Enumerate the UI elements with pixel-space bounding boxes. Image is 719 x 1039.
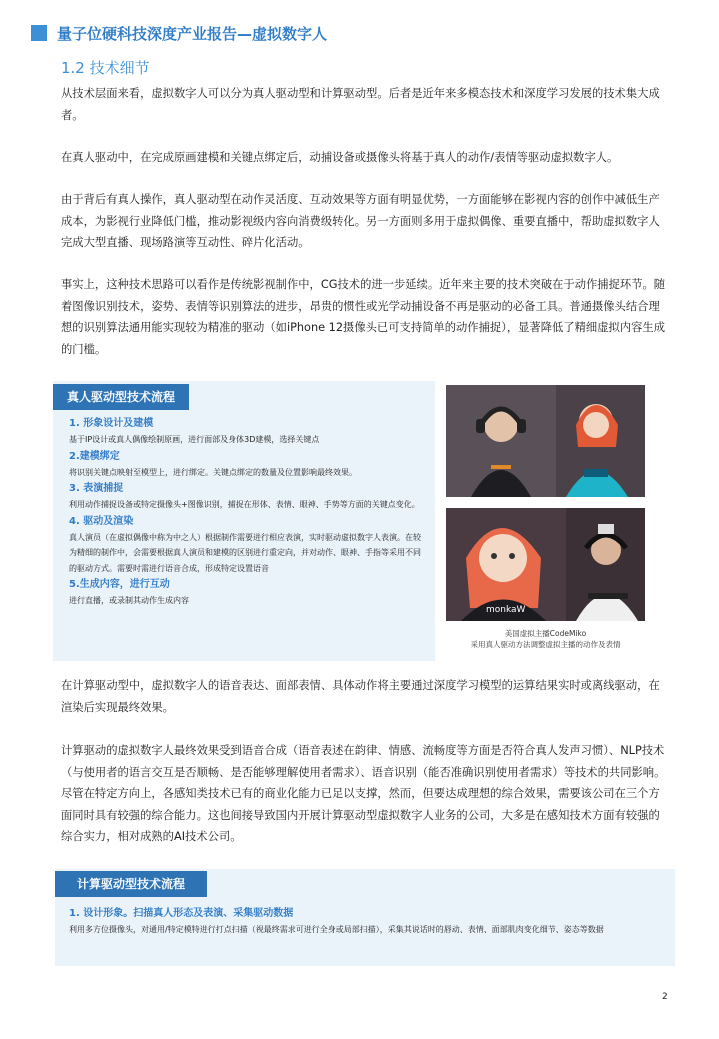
step-item — [69, 415, 425, 448]
step-item — [69, 576, 425, 609]
photo-caption — [446, 628, 645, 650]
step-text: 真人演员（在虚拟偶像中称为中之人）根据制作需要进行相应表演，实时驱动虚拟数字人表演。在较为精细的制作中，会需要根据真人演员和建模的区别进行重定向，并对动作、眼神、手指等采用不同的驱动方式。需要时需进行语音合成，形成特定设置语音 — [69, 532, 421, 573]
step-text: 利用动作捕捉设备或特定摄像头+图像识别，捕捉在形体、表情、眼神、手势等方面的关键点变化。 — [69, 500, 420, 509]
header-square-icon — [31, 25, 47, 41]
shirt-text: monkaW — [486, 605, 526, 615]
step-title: 4. 驱动及渲染 — [69, 515, 134, 527]
step-item — [69, 905, 663, 938]
step-item — [69, 513, 425, 577]
real-driven-steps — [69, 415, 425, 609]
paragraph-real-driven-advantage: 由于背后有真人操作，真人驱动型在动作灵活度、互动效果等方面有明显优势，一方面能够在影视内容的创作中减低生产成本，为影视行业降低门槛，推动影视级内容向消费级转化。另一方面则多用于虚拟偶像、重要直播中，帮助虚拟数字人完成大型直播、现场路演等互动性、碎片化活动。 — [61, 193, 660, 249]
compute-driven-box-label: 计算驱动型技术流程 — [55, 871, 207, 897]
paragraph-intro: 从技术层面来看，虚拟数字人可以分为真人驱动型和计算驱动型。后者是近年来多模态技术和深度学习发展的技术集大成者。 — [61, 87, 660, 122]
caption-line-2: 采用真人驱动方法调整虚拟主播的动作及表情 — [470, 640, 621, 649]
photo-codemiko-top — [446, 385, 645, 497]
photo-bottom-illustration — [446, 508, 645, 621]
step-text: 进行直播，或录制其动作生成内容 — [69, 596, 189, 605]
step-text: 基于IP设计或真人偶像绘制原画，进行面部及身体3D建模，选择关键点 — [69, 435, 320, 444]
step-title: 1. 设计形象。扫描真人形态及表演、采集驱动数据 — [69, 908, 294, 919]
step-item — [69, 448, 425, 481]
compute-driven-process-box — [55, 869, 675, 966]
step-title: 1. 形象设计及建模 — [69, 418, 154, 429]
paragraph-real-driven: 在真人驱动中，在完成原画建模和关键点绑定后，动捕设备或摄像头将基于真人的动作/表情等驱动虚拟数字人。 — [61, 151, 619, 164]
paragraph-compute-factors: 计算驱动的虚拟数字人最终效果受到语音合成（语音表述在韵律、情感、流畅度等方面是否符合真人发声习惯）、NLP技术（与使用者的语言交互是否顺畅、是否能够理解使用者需求）、语音识别（能否准确识别使用者需求）等技术的共同影响。尽管在特定方向上，各感知类技术已有的商业化能力已足以支撑，然而，但要达成理想的综合效果，需要该公司在三个方面同时具有较强的综合能力。这也间接导致国内开展计算驱动型虚拟数字人业务的公司，大多是在感知技术方面有较强的综合实力，相对成熟的AI技术公司。 — [61, 744, 666, 843]
paragraph-cg-technology: 事实上，这种技术思路可以看作是传统影视制作中，CG技术的进一步延续。近年来主要的技术突破在于动作捕捉环节。随着图像识别技术，姿势、表情等识别算法的进步，昂贵的惯性或光学动捕设备不再是驱动的必备工具。普通摄像头结合理想的识别算法通用能实现较为精准的驱动（如iPhone 12摄像头已可支持简单的动作捕捉），显著降低了精细虚拟内容生成的门槛。 — [61, 278, 666, 356]
compute-driven-steps — [69, 905, 663, 938]
real-driven-process-box — [53, 381, 435, 661]
real-driven-box-label: 真人驱动型技术流程 — [53, 384, 189, 410]
step-title: 2.建模绑定 — [69, 450, 120, 462]
step-text: 利用多方位摄像头，对通用/特定模特进行打点扫描（视最终需求可进行全身或局部扫描），采集其说话时的唇动、表情、面部肌肉变化细节、姿态等数据 — [69, 925, 604, 934]
step-text: 将识别关键点映射至模型上，进行绑定。关键点绑定的数量及位置影响最终效果。 — [69, 467, 357, 477]
step-title: 5.生成内容，进行互动 — [69, 579, 170, 590]
caption-line-1: 美国虚拟主播CodeMiko — [504, 629, 587, 638]
paragraph-compute-driven: 在计算驱动型中，虚拟数字人的语音表达、面部表情、具体动作将主要通过深度学习模型的运算结果实时或离线驱动，在渲染后实现最终效果。 — [61, 679, 660, 714]
photo-top-illustration — [446, 385, 645, 497]
page-number: 2 — [662, 992, 668, 1002]
step-item — [69, 480, 425, 513]
photo-codemiko-bottom — [446, 508, 645, 621]
section-title: 1.2 技术细节 — [61, 59, 150, 77]
report-title: 量子位硬科技深度产业报告—虚拟数字人 — [57, 25, 328, 43]
step-title: 3. 表演捕捉 — [69, 483, 124, 494]
